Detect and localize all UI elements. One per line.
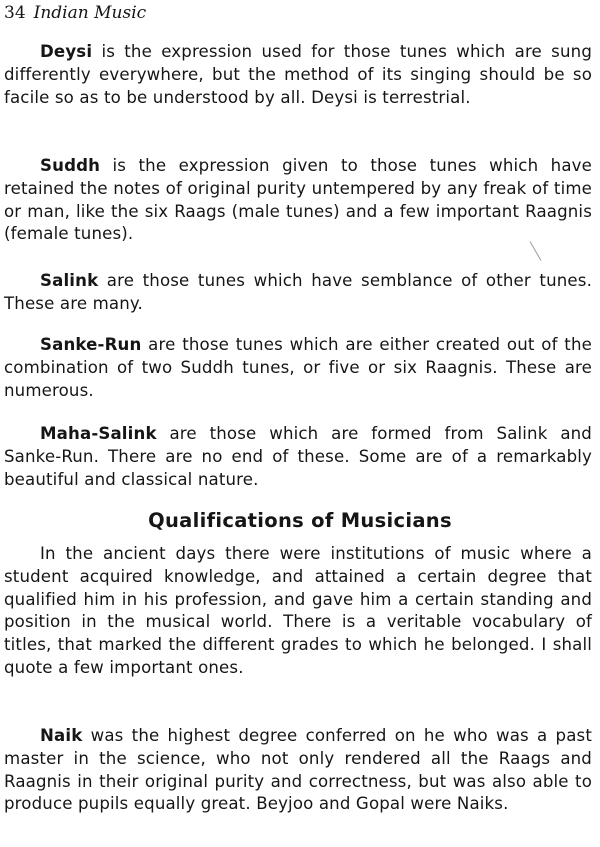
definition-salink: are those tunes which have semblance of other tunes. These are many. [4, 271, 592, 313]
term-salink: Salink [40, 271, 99, 290]
paragraph-intro: In the ancient days there were institutions of music where a student acquired knowledge, and attained a certain degree that qualified him in his profession, and gave him a certain standing and position in the musical world. There is a veritable vocabulary of titles, that marked the different grades to which he belonged. I shall quote a few important ones. [4, 544, 592, 677]
definition-deysi: is the expression used for those tunes which are sung differently everywhere, but the method of its singing should be so facile so as to be understood by all. Deysi is terrestrial. [4, 42, 592, 107]
paragraph-maha-salink [4, 423, 592, 491]
definition-maha-salink: are those which are formed from Salink and Sanke-Run. There are no end of these. Some are of a remarkably beautiful and classical nature. [4, 424, 592, 489]
paragraph-suddh [4, 155, 592, 246]
definition-suddh: is the expression given to those tunes which have retained the notes of original purity untempered by any freak of time or man, like the six Raags (male tunes) and a few important Raagnis (female tunes). [4, 156, 592, 244]
page-number: 34 [4, 3, 26, 23]
term-naik: Naik [40, 726, 83, 745]
term-sanke-run: Sanke-Run [40, 335, 142, 354]
term-suddh: Suddh [40, 156, 101, 175]
section-heading: Qualifications of Musicians [148, 509, 452, 532]
paragraph-sanke-run [4, 334, 592, 402]
paragraph-deysi [4, 41, 592, 109]
paragraph-naik [4, 725, 592, 816]
book-title: Indian Music [33, 3, 147, 23]
term-maha-salink: Maha-Salink [40, 424, 157, 443]
term-deysi: Deysi [40, 42, 93, 61]
running-header [4, 2, 146, 24]
paragraph-salink [4, 270, 592, 316]
definition-sanke-run: are those tunes which are either created out of the combination of two Suddh tunes, or five or six Raagnis. These are numerous. [4, 335, 592, 400]
definition-naik: was the highest degree conferred on he who was a past master in the science, who not only rendered all the Raags and Raagnis in their original purity and correctness, but was also able to produce pupils equally great. Beyjoo and Gopal were Naiks. [4, 726, 592, 814]
